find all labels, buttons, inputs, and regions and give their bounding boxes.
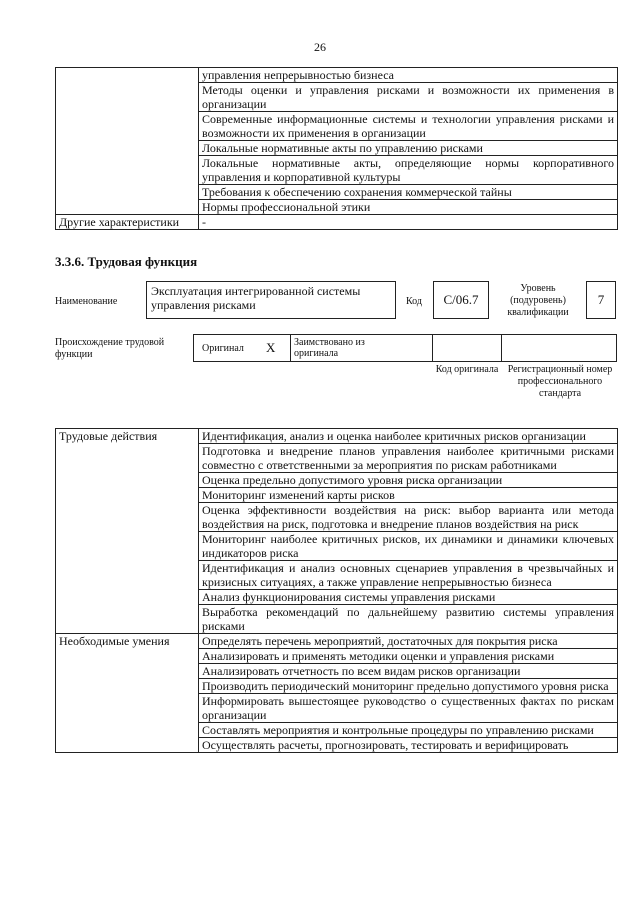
table-cell: Современные информационные системы и технологии управления рисками и возможности их применения в организации (199, 112, 618, 141)
table-cell: Подготовка и внедрение планов управления наиболее критичными рисками совместно с ответственными за мероприятия по рискам работниками (199, 444, 618, 473)
table-cell: Анализ функционирования системы управления рисками (199, 590, 618, 605)
table-cell: Локальные нормативные акты, определяющие нормы корпоративного управления и корпоративной культуры (199, 156, 618, 185)
table-cell: Информировать вышестоящее руководство о существенных фактах по рискам организации (199, 694, 618, 723)
row-header: Необходимые умения (56, 634, 199, 753)
top-table (55, 67, 618, 230)
reg-number-label: Регистрационный номер профессионального стандарта (507, 364, 613, 399)
table-cell: Оценка эффективности воздействия на риск: выбор варианта или метода воздействия на риск, подготовка и внедрение планов воздействия на риск (199, 503, 618, 532)
original-cell (194, 335, 291, 361)
table-cell: Анализировать и применять методики оценки и управления рисками (199, 649, 618, 664)
table-cell: Требования к обеспечению сохранения коммерческой тайны (199, 185, 618, 200)
row-header: Другие характеристики (56, 215, 199, 230)
main-table (55, 428, 618, 753)
page-number: 26 (314, 40, 326, 54)
table-cell: Идентификация, анализ и оценка наиболее критичных рисков организации (199, 429, 618, 444)
table-cell: Мониторинг изменений карты рисков (199, 488, 618, 503)
table-cell: Методы оценки и управления рисками и возможности их применения в организации (199, 83, 618, 112)
name-value-box (146, 281, 396, 319)
table-cell: Производить периодический мониторинг предельно допустимого уровня риска (199, 679, 618, 694)
table-cell: Определять перечень мероприятий, достаточных для покрытия риска (199, 634, 618, 649)
row-header: Трудовые действия (56, 429, 199, 634)
name-label: Наименование (55, 296, 118, 307)
origin-row (193, 334, 617, 362)
original-label: Оригинал (202, 343, 244, 354)
table-row (56, 429, 618, 444)
table-cell: Идентификация и анализ основных сценариев управления в чрезвычайных и кризисных ситуациях, а также управление непрерывностью бизнеса (199, 561, 618, 590)
row-header (56, 68, 199, 215)
table-row (56, 215, 618, 230)
table-cell: Локальные нормативные акты по управлению рисками (199, 141, 618, 156)
table-cell: Составлять мероприятия и контрольные процедуры по управлению рисками (199, 723, 618, 738)
table-cell: Мониторинг наиболее критичных рисков, их динамики и динамики ключевых индикаторов риска (199, 532, 618, 561)
section-title: 3.3.6. Трудовая функция (55, 254, 198, 269)
origin-label: Происхождение трудовой функции (55, 337, 165, 360)
code-value-box (433, 281, 489, 319)
level-label: Уровень (подуровень) квалификации (507, 283, 569, 318)
level-value: 7 (597, 292, 605, 307)
table-row (56, 634, 618, 649)
table-cell: управления непрерывностью бизнеса (199, 68, 618, 83)
table-cell: Анализировать отчетность по всем видам рисков организации (199, 664, 618, 679)
table-cell: Оценка предельно допустимого уровня риска организации (199, 473, 618, 488)
borrowed-cell (290, 335, 433, 361)
table-cell: Выработка рекомендаций по дальнейшему развитию системы управления рисками (199, 605, 618, 634)
name-value: Эксплуатация интегрированной системы управления рисками (151, 284, 361, 312)
level-value-box (586, 281, 616, 319)
original-mark: X (266, 340, 276, 355)
table-cell: Нормы профессиональной этики (199, 200, 618, 215)
borrowed-label: Заимствовано из оригинала (294, 337, 365, 359)
code-value: C/06.7 (443, 292, 479, 307)
code-label: Код (406, 296, 422, 307)
table-row (56, 68, 618, 83)
table-cell: Осуществлять расчеты, прогнозировать, тестировать и верифицировать (199, 738, 618, 753)
reg-number-cell (501, 335, 616, 361)
code-original-cell (432, 335, 502, 361)
code-original-label: Код оригинала (435, 364, 499, 375)
table-cell: - (199, 215, 618, 230)
